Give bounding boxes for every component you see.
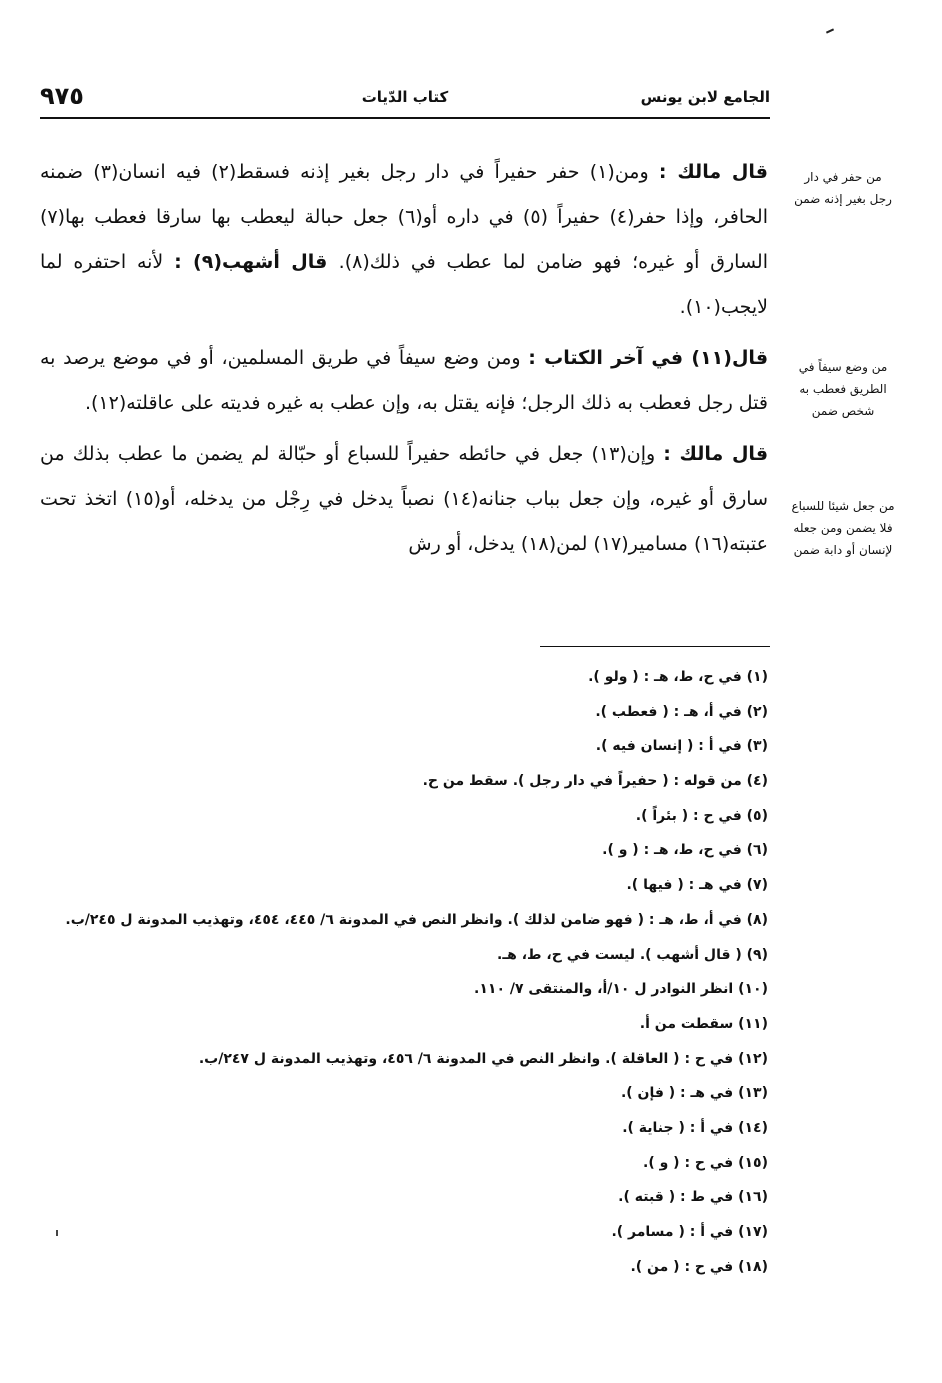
footnote: (٩) ( قال أشهب ). ليست في ح، ط، هـ. xyxy=(497,946,768,963)
paragraph-text: ومن(١) حفر حفيراً في دار رجل بغير إذنه فسقط(٢) فيه انسان(٣) ضمنه الحافر، وإذا حفر(٤) حفيراً (٥) في داره أو(٦) جعل حبالة ليعطب بها سارقا فعطب بها(٧) السارق أو غيره؛ فهو ضامن لما عطب في ذلك(٨). xyxy=(40,161,768,273)
margin-note-line: من حفر في دار xyxy=(804,170,882,184)
margin-note-3 xyxy=(778,495,908,561)
margin-note-line: رجل بغير إذنه ضمن xyxy=(794,192,892,206)
margin-note-line: لإنسان أو دابة ضمن xyxy=(793,543,893,557)
scan-mark xyxy=(826,28,834,33)
footnote: (١٢) في ح : ( العاقلة ). وانظر النص في المدونة ٦/ ٤٥٦، وتهذيب المدونة ل ٢٤٧/ب. xyxy=(198,1050,768,1067)
footnote: (١١) سقطت من أ. xyxy=(639,1015,768,1032)
paragraph-1 xyxy=(40,150,768,330)
header-rule xyxy=(40,117,770,119)
paragraph-text-2: لأنه احتفره لما لايجب(١٠). xyxy=(40,251,768,318)
margin-note-line: من جعل شيئا للسباع xyxy=(791,499,895,513)
page-number: ٩٧٥ xyxy=(40,82,84,110)
margin-note-line: فلا يضمن ومن جعله xyxy=(793,521,893,535)
paragraph-lead: قال(١١) في آخر الكتاب : xyxy=(528,347,769,369)
margin-note-1 xyxy=(778,166,908,210)
chapter-title: كتاب الدّيات xyxy=(361,88,449,106)
margin-note-2 xyxy=(778,356,908,422)
footnote: (٧) في هـ : ( فيها ). xyxy=(626,877,768,894)
margin-note-line: شخص ضمن xyxy=(811,404,875,418)
footnote: (١٤) في أ : ( جناية ). xyxy=(622,1119,768,1136)
running-header xyxy=(40,82,770,116)
paragraph-text: وإن(١٣) جعل في حائطه حفيراً للسباع أو حبّالة لم يضمن ما عطب بذلك من سارق أو غيره، وإن جعل بباب جنانه(١٤) نصباً يدخل في رِجْل من يدخله، أو(١٥) اتخذ تحت عتبته(١٦) مسامير(١٧) لمن(١٨) يدخل، أو رش xyxy=(40,443,768,555)
footnote: (١٦) في ط : ( قبته ). xyxy=(618,1189,768,1206)
footnote: (٥) في ح : ( بئراً ). xyxy=(635,807,768,824)
footnote: (١٠) انظر النوادر ل ١٠/أ، والمنتقى ٧/ ١١٠. xyxy=(474,981,768,998)
footnote: (٨) في أ، ط، هـ : ( فهو ضامن لذلك ). وانظر النص في المدونة ٦/ ٤٤٥، ٤٥٤، وتهذيب المدونة ل ٢٤٥/ب. xyxy=(65,911,768,928)
main-text xyxy=(40,150,768,573)
footnote: (٦) في ح، ط، هـ : ( و ). xyxy=(602,842,768,859)
margin-note-line: الطريق فعطب به xyxy=(799,382,887,396)
paragraph-lead: قال مالك : xyxy=(658,161,768,183)
paragraph-text: ومن وضع سيفاً في طريق المسلمين، أو في موضع يرصد به قتل رجل فعطب به ذلك الرجل؛ فإنه يقتل به، وإن عطب به غيره فديته على عاقلته(١٢). xyxy=(40,347,768,414)
footnote-separator xyxy=(540,646,770,647)
footnote: (١٣) في هـ : ( فإن ). xyxy=(620,1085,768,1102)
footnote: (١٧) في أ : ( مسامر ). xyxy=(611,1224,768,1240)
book-title: الجامع لابن يونس xyxy=(640,88,770,106)
footnote: (١) في ح، ط، هـ : ( ولو ). xyxy=(588,669,768,685)
footnote: (١٨) في ح : ( من ). xyxy=(630,1258,768,1275)
footnote: (٤) من قوله : ( حفيراً في دار رجل ). سقط من ح. xyxy=(422,773,768,790)
paragraph-2 xyxy=(40,336,768,426)
footnote: (٢) في أ، هـ : ( فعطب ). xyxy=(595,703,768,720)
paragraph-3 xyxy=(40,432,768,567)
footnote: (١٥) في ح : ( و ). xyxy=(643,1154,768,1171)
paragraph-lead: قال مالك : xyxy=(663,443,769,465)
footnotes xyxy=(40,660,768,1284)
footnote: (٣) في أ : ( إنسان فيه ). xyxy=(595,738,768,755)
paragraph-lead-2: قال أشهب(٩) : xyxy=(174,251,339,273)
margin-note-line: من وضع سيفاً في xyxy=(798,360,888,374)
